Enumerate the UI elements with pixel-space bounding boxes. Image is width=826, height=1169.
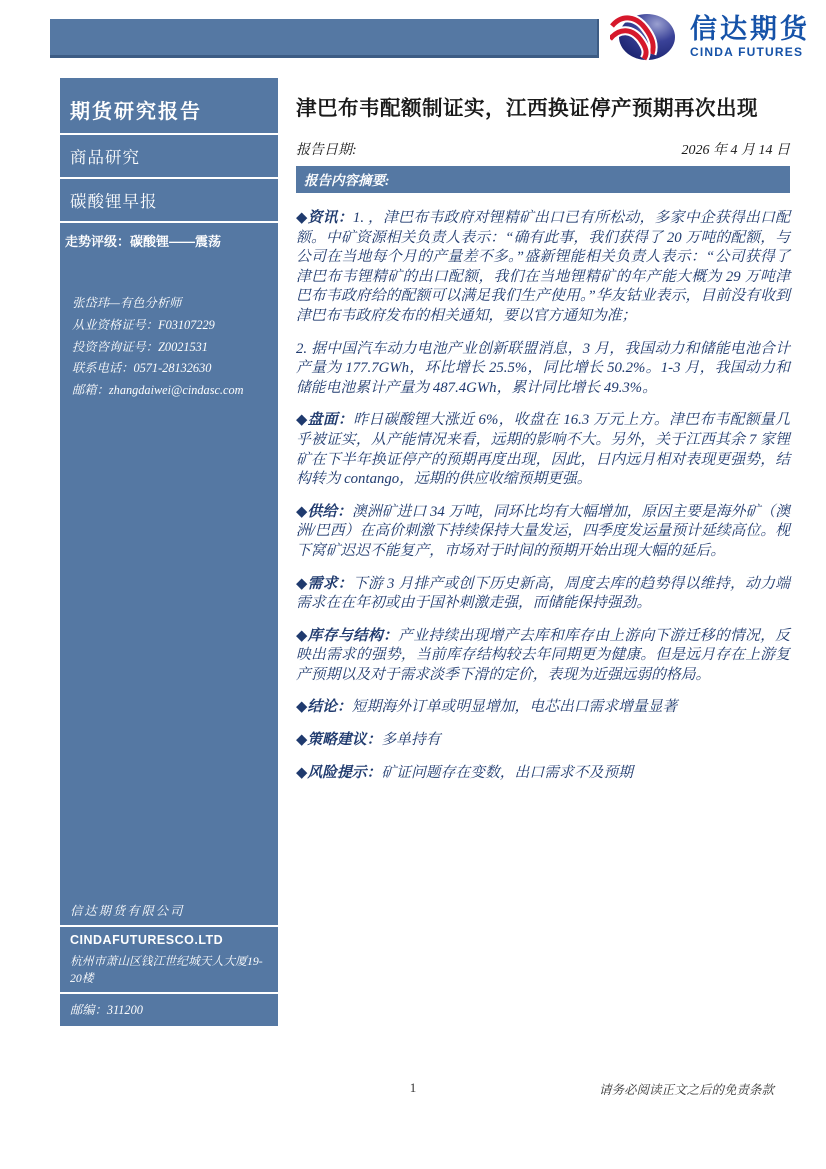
summary-paragraph: [296, 731, 790, 751]
paragraph-text: 下游 3 月排产或创下历史新高，周度去库的趋势得以维持，动力端需求在在年初或由于国补刺激走强，而储能保持强劲。: [296, 575, 790, 612]
report-date-value: 2026 年 4 月 14 日: [681, 143, 790, 158]
analyst-email: 邮箱：zhangdaiwei@cindasc.com: [72, 383, 244, 398]
report-date-row: [296, 139, 790, 159]
logo-chinese-name: 信达期货: [690, 14, 810, 44]
analyst-phone: 联系电话：0571-28132630: [72, 361, 212, 376]
report-type-label: 期货研究报告: [60, 78, 278, 135]
report-name-label: 碳酸锂早报: [60, 179, 278, 223]
cinda-globe-icon: [610, 12, 680, 62]
summary-paragraph: [296, 575, 790, 614]
page-number: 1: [409, 1080, 417, 1095]
analyst-name: 张岱玮—有色分析师: [72, 296, 182, 310]
paragraph-lead: ◆盘面：: [296, 412, 354, 429]
paragraph-text: 多单持有: [381, 732, 441, 749]
paragraph-text: 1. ，津巴布韦政府对锂精矿出口已有所松动，多家中企获得出口配额。中矿资源相关负责人表示：“确有此事，我们获得了 20 万吨的配额，与公司在当地每个月的产量差不多。”盛新锂能相关负责人表示：“公司获得了津巴布韦锂精矿的出口配额，我们在当地锂精矿的年产能大概为 29 万吨津巴布韦政府给的配额可以满足我们生产使用。”华友钴业表示，目前没有收到津巴布韦政府发布的相关通知，要以官方通知为准；: [296, 210, 790, 324]
report-sidebar: [60, 78, 278, 1026]
paragraph-text: 澳洲矿进口 34 万吨，同环比均有大幅增加，原因主要是海外矿（澳洲/巴西）在高价刺激下持续保持大量发运，四季度发运量预计延续高位。枧下窝矿迟迟不能复产，市场对于时间的预期开始出现大幅的延后。: [296, 503, 790, 559]
analyst-advisory-no: 投资咨询证号：Z0021531: [72, 339, 208, 354]
paragraph-text: 产业持续出现增产去库和库存由上游向下游迁移的情况，反映出需求的强势，当前库存结构较去年同期更为健康。但是远月存在上游复产预期以及对于需求淡季下滑的定价，表现为近强远弱的格局。: [296, 627, 790, 683]
summary-paragraph: [296, 209, 790, 327]
trend-rating-label: 走势评级：碳酸锂——震荡: [65, 234, 222, 249]
paragraph-lead: ◆供给：: [296, 503, 352, 520]
analyst-info-block: [60, 293, 278, 402]
paragraph-lead: ◆库存与结构：: [296, 627, 399, 644]
analyst-qualification-no: 从业资格证号：F03107229: [72, 317, 215, 332]
company-address: 杭州市萧山区钱江世纪城天人大厦19-20楼: [60, 949, 278, 994]
paragraph-lead: ◆需求：: [296, 575, 353, 592]
summary-paragraphs: [296, 209, 790, 783]
main-content: [296, 95, 790, 796]
paragraph-lead: ◆资讯：: [296, 210, 353, 226]
summary-paragraph: [296, 340, 790, 399]
logo-english-name: CINDA FUTURES: [690, 45, 804, 59]
paragraph-text: 矿证问题存在变数，出口需求不及预期: [381, 764, 633, 781]
report-category-label: 商品研究: [60, 135, 278, 179]
company-name-cn: 信达期货有限公司: [60, 895, 278, 927]
paragraph-text: 2. 据中国汽车动力电池产业创新联盟消息，3 月，我国动力和储能电池合计产量为 177.7GWh，环比增长 25.5%，同比增长 50.2%。1-3 月，我国动力和储能电池累计产量为 487.4GWh，累计同比增长 49.3%。: [296, 340, 790, 396]
summary-paragraph: [296, 411, 790, 489]
paragraph-text: 短期海外订单或明显增加，电芯出口需求增量显著: [351, 699, 678, 716]
header-banner-bar: [50, 19, 599, 58]
report-title: 津巴布韦配额制证实，江西换证停产预期再次出现: [296, 97, 758, 120]
paragraph-lead: ◆策略建议：: [296, 732, 382, 749]
paragraph-lead: ◆风险提示：: [296, 764, 382, 781]
company-info-block: [60, 895, 278, 1026]
company-logo: [610, 12, 810, 62]
report-date-label: 报告日期:: [296, 143, 357, 158]
paragraph-lead: ◆结论：: [296, 699, 352, 716]
summary-header-bar: 报告内容摘要:: [296, 166, 790, 193]
sidebar-spacer: [60, 402, 278, 895]
summary-paragraph: [296, 627, 790, 686]
company-postcode: 邮编：311200: [70, 1003, 143, 1017]
summary-paragraph: [296, 503, 790, 562]
summary-paragraph: [296, 698, 790, 718]
company-name-en: CINDAFUTURESCO.LTD: [70, 933, 224, 947]
paragraph-text: 昨日碳酸锂大涨近 6%，收盘在 16.3 万元上方。津巴布韦配额量几乎被证实，从产能情况来看，远期的影响不大。另外，关于江西其余 7 家锂矿在下半年换证停产的预期再度出现，因此，日内远月相对表现更强势，结构转为 contango，远期的供应收缩预期更强。: [296, 412, 790, 488]
disclaimer-note: 请务必阅读正文之后的免责条款: [598, 1083, 774, 1097]
summary-paragraph: [296, 764, 790, 784]
